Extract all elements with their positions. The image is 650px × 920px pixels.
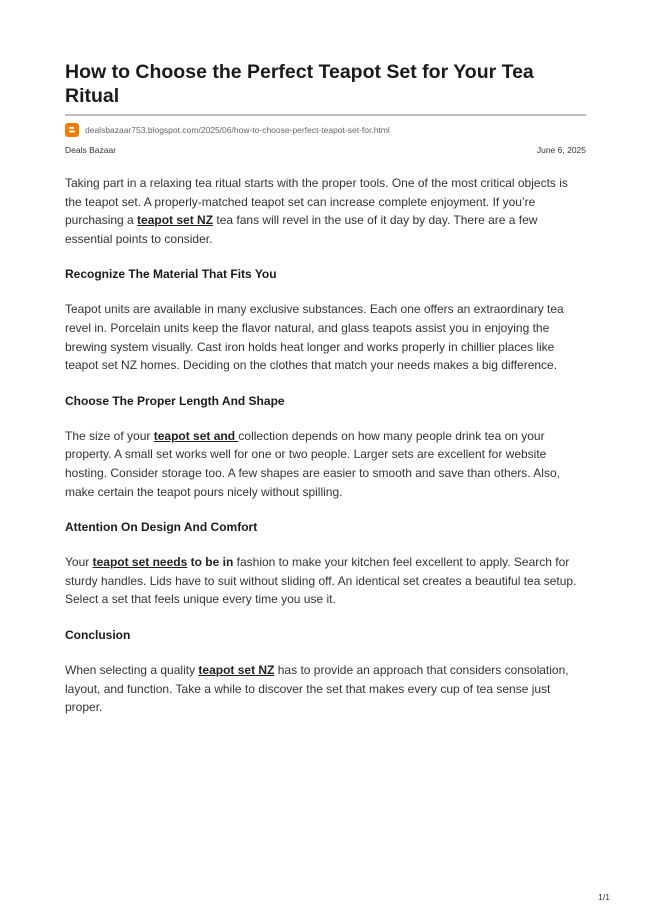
heading-design-comfort: Attention On Design And Comfort xyxy=(65,520,258,535)
article-body xyxy=(65,174,586,717)
teapot-set-nz-link-2[interactable]: teapot set NZ xyxy=(198,662,275,677)
teapot-set-and-link[interactable]: teapot set and xyxy=(153,428,239,443)
paragraph-conclusion xyxy=(65,661,586,717)
heading-size-shape: Choose The Proper Length And Shape xyxy=(65,393,285,408)
page-title: How to Choose the Perfect Teapot Set for Your Tea Ritual xyxy=(65,61,534,107)
text: The size of your xyxy=(65,428,154,443)
text: tea fans will revel in the use of it day by day. There are a few essential points to consider. xyxy=(65,213,538,246)
paragraph-intro xyxy=(65,174,586,248)
author: Deals Bazaar xyxy=(65,145,117,155)
heading-material: Recognize The Material That Fits You xyxy=(65,267,277,282)
text: Your xyxy=(65,555,93,570)
blogger-icon xyxy=(65,123,79,137)
teapot-set-needs-link[interactable]: teapot set needs xyxy=(92,555,188,570)
heading-conclusion: Conclusion xyxy=(65,627,131,642)
meta-row xyxy=(65,145,586,155)
text: Taking part in a relaxing tea ritual starts with the proper tools. One of the most critical objects is the teapot set. A properly-matched teapot set can increase complete enjoyment. If you’re purchasing a xyxy=(65,176,568,228)
paragraph-size-shape xyxy=(65,427,586,501)
paragraph-material: Teapot units are available in many exclusive substances. Each one offers an extraordinary tea revel in. Porcelain units keep the flavor natural, and glass teapots assist you in enjoying the brewing system visually. Cast iron holds heat longer and works properly in chillier places like teapot set NZ homes. Deciding on the clothes that match your needs makes a big difference. xyxy=(65,302,564,373)
publish-date: June 6, 2025 xyxy=(536,145,586,155)
text: collection depends on how many people drink tea on your property. A small set works well for one or two people. Larger sets are excellent for website hosting. Consider storage too. A few shapes are easier to smooth and save than others. Also, make certain the teapot pours nicely without spilling. xyxy=(65,428,560,499)
text: When selecting a quality xyxy=(65,662,199,677)
source-row xyxy=(65,122,586,138)
source-url[interactable]: dealsbazaar753.blogspot.com/2025/06/how-to-choose-perfect-teapot-set-for.html xyxy=(85,125,390,135)
text: fashion to make your kitchen feel excellent to apply. Search for sturdy handles. Lids have to suit without sliding off. An identical set creates a beautiful tea setup. Select a set that feels unique every time you use it. xyxy=(65,555,577,607)
article xyxy=(65,60,586,734)
page-indicator: 1/1 xyxy=(598,892,610,902)
title-divider xyxy=(65,114,586,116)
text: has to provide an approach that considers consolation, layout, and function. Take a while to discover the set that makes every cup of tea sense just proper. xyxy=(65,662,569,715)
paragraph-design-comfort xyxy=(65,553,586,609)
teapot-set-nz-link[interactable]: teapot set NZ xyxy=(137,213,214,228)
bold-text: to be in xyxy=(187,555,234,570)
